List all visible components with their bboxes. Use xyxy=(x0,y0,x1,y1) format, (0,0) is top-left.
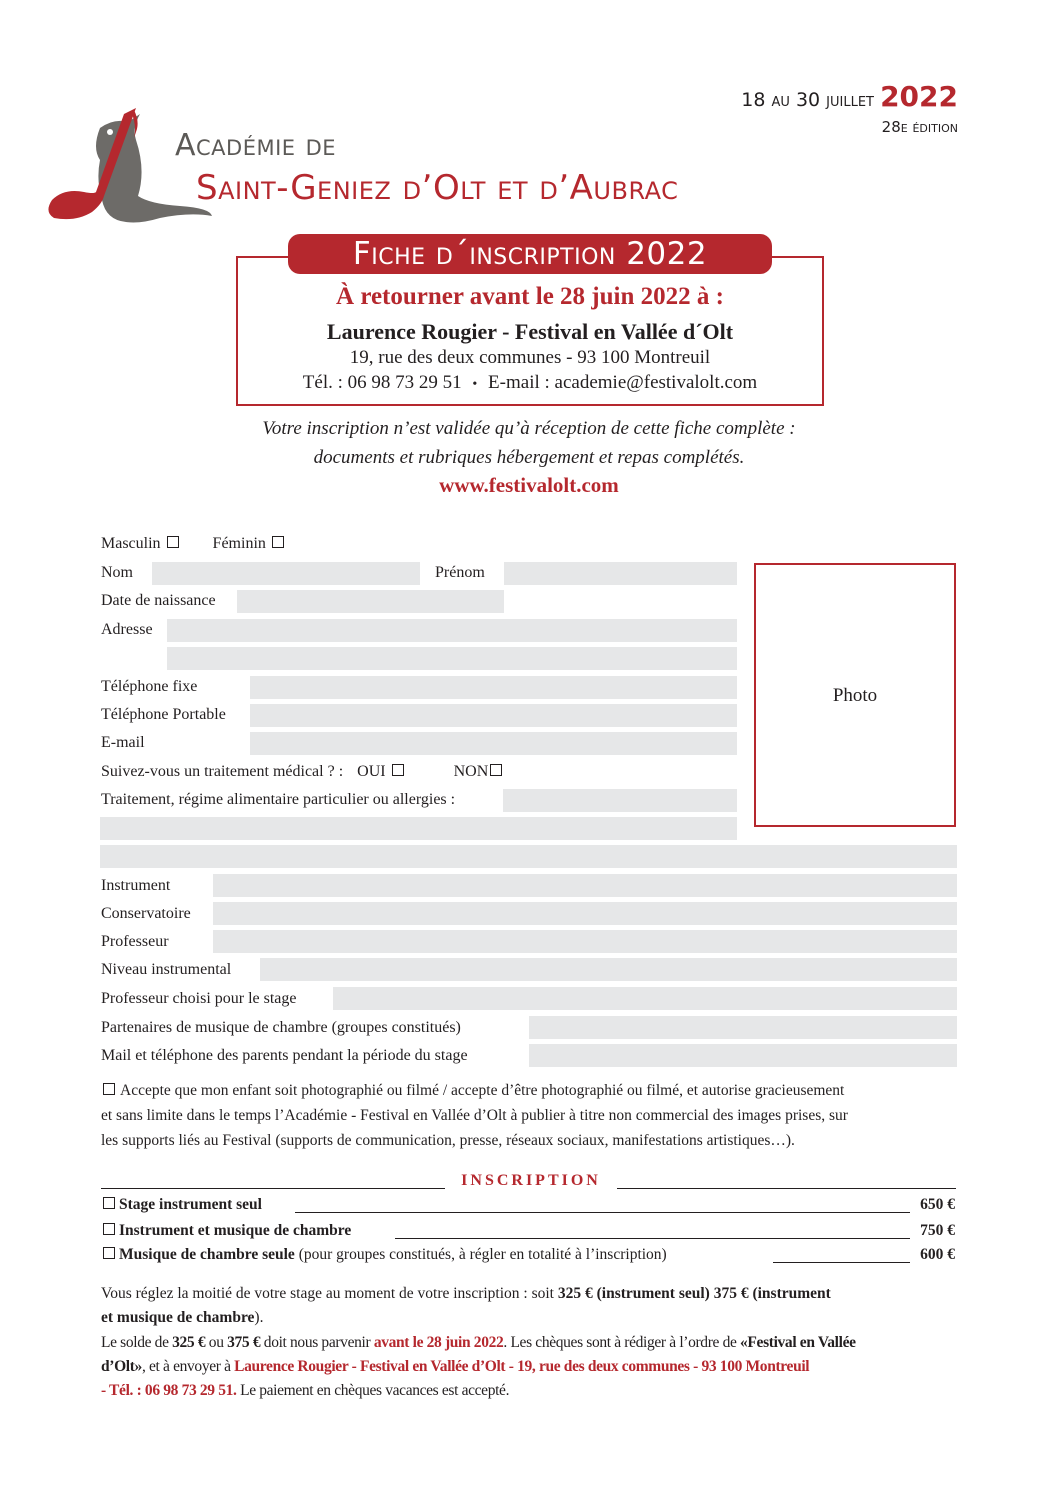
email-label: E-mail xyxy=(101,734,145,751)
traitement-detail-field-3[interactable] xyxy=(100,845,957,868)
notice-line1: Votre inscription n’est validée qu’à réception de cette fiche complète : xyxy=(262,418,796,439)
contact-name: Laurence Rougier - Festival en Vallée d´Olt xyxy=(326,319,734,344)
traitement-question-label: Suivez-vous un traitement médical ? : xyxy=(101,763,344,780)
contact-email[interactable]: E-mail : academie@festivalolt.com xyxy=(488,372,758,393)
non-checkbox[interactable] xyxy=(490,764,502,776)
consent-line3: les supports liés au Festival (supports de communication, presse, réseaux sociaux, manifestations artistiques…). xyxy=(101,1132,795,1149)
form-title: Fiche d´inscription 2022 xyxy=(288,234,772,274)
mail-parents-label: Mail et téléphone des parents pendant la période du stage xyxy=(101,1047,468,1064)
prof-stage-field[interactable] xyxy=(333,987,957,1010)
prenom-label: Prénom xyxy=(435,564,485,581)
notice-line2: documents et rubriques hébergement et repas complétés. xyxy=(313,447,745,468)
bullet: • xyxy=(472,377,478,392)
festival-dates: 18 au 30 juillet 2022 xyxy=(741,80,958,113)
conservatoire-label: Conservatoire xyxy=(101,905,191,922)
contact-address: 19, rue des deux communes - 93 100 Montreuil xyxy=(349,347,711,368)
contact-phone-email xyxy=(236,372,824,394)
option-checkbox[interactable] xyxy=(103,1197,115,1209)
option-note: (pour groupes constitués, à régler en totalité à l’inscription) xyxy=(294,1246,667,1263)
payment-paragraph-2: Le solde de 325 € ou 375 € doit nous parvenir avant le 28 juin 2022. Les chèques sont à rédiger à l’ordre de «Festival en Vallée d’Olt», et à envoyer à Laurence Rougier - Festival en Vallée d’Olt - 19, rue des deux communes - 93 100 Montreuil - Tél. : 06 98 73 29 51. Le paiement en chèques vacances est accepté. xyxy=(101,1334,856,1399)
divider-right xyxy=(617,1188,956,1189)
payment-paragraph-1: Vous réglez la moitié de votre stage au moment de votre inscription : soit 325 € (instrument seul) 375 € (instrument et musique de chambre). xyxy=(101,1285,831,1326)
edition-label: 28e édition xyxy=(881,118,958,136)
adresse-field-1[interactable] xyxy=(167,619,737,642)
email-field[interactable] xyxy=(250,732,737,755)
return-deadline: À retourner avant le 28 juin 2022 à : xyxy=(336,283,724,310)
adresse-field-2[interactable] xyxy=(167,647,737,670)
option-row xyxy=(101,1246,667,1264)
prof-stage-label: Professeur choisi pour le stage xyxy=(101,990,297,1007)
professeur-label: Professeur xyxy=(101,933,169,950)
nom-label: Nom xyxy=(101,564,133,581)
masculin-checkbox[interactable] xyxy=(167,536,179,548)
festival-year: 2022 xyxy=(880,80,958,113)
instrument-label: Instrument xyxy=(101,877,171,894)
traitement-question-row xyxy=(101,763,502,781)
tel-portable-label: Téléphone Portable xyxy=(101,706,226,723)
adresse-label: Adresse xyxy=(101,621,153,638)
option-price: 750 € xyxy=(920,1222,955,1239)
consent-block xyxy=(101,1078,961,1153)
mailing-phone: - Tél. : 06 98 73 29 51. xyxy=(101,1382,237,1399)
option-row xyxy=(101,1196,262,1214)
tel-fixe-label: Téléphone fixe xyxy=(101,678,198,695)
contact-phone: Tél. : 06 98 73 29 51 xyxy=(302,372,462,393)
niveau-label: Niveau instrumental xyxy=(101,961,232,978)
partenaires-label: Partenaires de musique de chambre (groupes constitués) xyxy=(101,1019,461,1036)
instrument-field[interactable] xyxy=(213,874,957,897)
gender-row xyxy=(101,535,284,553)
academy-logo xyxy=(40,100,220,240)
academy-name-line1: Académie de xyxy=(175,128,337,163)
prenom-field[interactable] xyxy=(504,562,737,585)
professeur-field[interactable] xyxy=(213,930,957,953)
tel-fixe-field[interactable] xyxy=(250,676,737,699)
option-price: 600 € xyxy=(920,1246,955,1263)
feminin-checkbox[interactable] xyxy=(272,536,284,548)
website-link[interactable]: www.festivalolt.com xyxy=(439,473,619,497)
masculin-label: Masculin xyxy=(101,535,161,552)
non-label: NON xyxy=(453,763,489,780)
partenaires-field[interactable] xyxy=(529,1016,957,1039)
consent-checkbox[interactable] xyxy=(103,1083,115,1095)
niveau-field[interactable] xyxy=(260,958,957,981)
leader-line xyxy=(773,1262,910,1263)
option-row xyxy=(101,1222,351,1240)
consent-line2: et sans limite dans le temps l’Académie - Festival en Vallée d’Olt à publier à titre non commercial des images prises, sur xyxy=(101,1107,848,1124)
inscription-title: INSCRIPTION xyxy=(461,1172,601,1189)
option-checkbox[interactable] xyxy=(103,1247,115,1259)
traitement-detail-field-1[interactable] xyxy=(503,789,737,812)
option-label: Musique de chambre seule xyxy=(119,1246,295,1263)
oui-label: OUI xyxy=(357,763,386,780)
nom-field[interactable] xyxy=(152,562,420,585)
option-label: Stage instrument seul xyxy=(119,1196,262,1213)
tel-portable-field[interactable] xyxy=(250,704,737,727)
traitement-detail-label: Traitement, régime alimentaire particulier ou allergies : xyxy=(101,791,456,808)
leader-line xyxy=(395,1238,910,1239)
date-naissance-field[interactable] xyxy=(237,590,504,613)
feminin-label: Féminin xyxy=(212,535,266,552)
mailing-address: Laurence Rougier - Festival en Vallée d’Olt - 19, rue des deux communes - 93 100 Montreuil xyxy=(234,1358,810,1375)
photo-label: Photo xyxy=(832,685,878,706)
mail-parents-field[interactable] xyxy=(529,1044,957,1067)
academy-name-line2: Saint-Geniez d’Olt et d’Aubrac xyxy=(196,168,679,208)
divider-left xyxy=(101,1188,445,1189)
oui-checkbox[interactable] xyxy=(392,764,404,776)
date-naissance-label: Date de naissance xyxy=(101,592,216,609)
traitement-detail-field-2[interactable] xyxy=(100,817,737,840)
option-label: Instrument et musique de chambre xyxy=(119,1222,352,1239)
option-checkbox[interactable] xyxy=(103,1223,115,1235)
conservatoire-field[interactable] xyxy=(213,902,957,925)
leader-line xyxy=(295,1212,910,1213)
option-price: 650 € xyxy=(920,1196,955,1213)
consent-line1: Accepte que mon enfant soit photographié ou filmé / accepte d’être photographié ou filmé, et autorise gracieusement xyxy=(120,1082,845,1099)
